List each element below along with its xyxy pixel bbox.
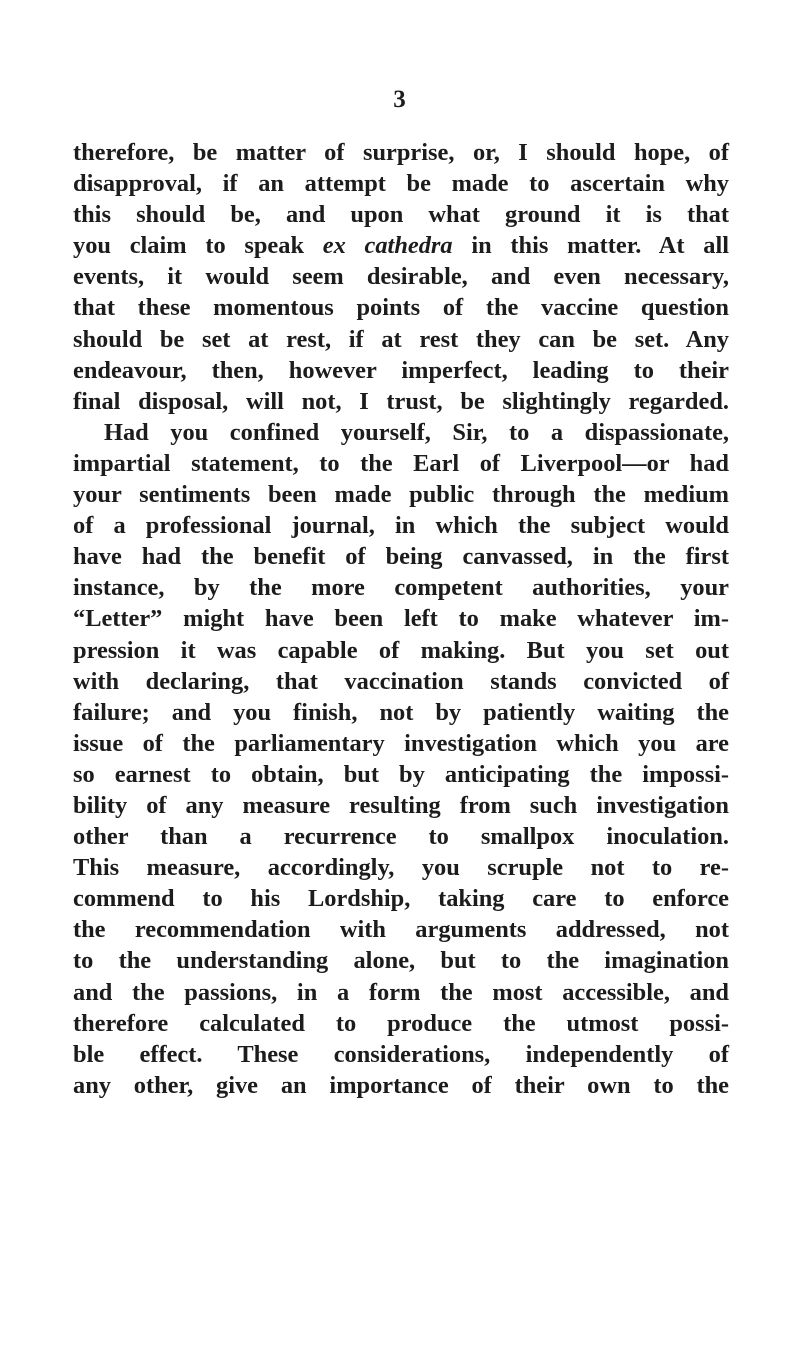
- text-line: of a professional journal, in which the subject would: [73, 512, 729, 540]
- text-segment: in this matter. At all: [452, 232, 729, 260]
- text-line: This measure, accordingly, you scruple not to re-: [73, 854, 729, 882]
- text-line: this should be, and upon what ground it is that: [73, 201, 729, 229]
- text-line: Had you confined yourself, Sir, to a dispassionate,: [104, 418, 729, 446]
- text-line: issue of the parliamentary investigation which you are: [73, 729, 729, 757]
- text-line: any other, give an importance of their own to the: [73, 1071, 729, 1099]
- text-line: final disposal, will not, I trust, be slightingly regarded.: [73, 387, 729, 415]
- text-line: therefore calculated to produce the utmost possi-: [73, 1009, 729, 1037]
- text-line: the recommendation with arguments addressed, not: [73, 916, 729, 944]
- text-line: impartial statement, to the Earl of Liverpool—or had: [73, 449, 729, 477]
- text-line: so earnest to obtain, but by anticipating the impossi-: [73, 760, 729, 788]
- italic-phrase: ex cathedra: [322, 232, 453, 260]
- text-line: should be set at rest, if at rest they can be set. Any: [73, 325, 729, 353]
- text-line: bility of any measure resulting from such investigation: [73, 791, 729, 819]
- text-line: instance, by the more competent authorities, your: [73, 574, 729, 602]
- text-line: [73, 230, 729, 261]
- text-segment: you claim to speak: [73, 232, 323, 260]
- text-line: and the passions, in a form the most accessible, and: [73, 978, 729, 1006]
- text-line: failure; and you finish, not by patiently waiting the: [73, 698, 729, 726]
- text-line: have had the benefit of being canvassed, in the first: [73, 543, 729, 571]
- text-line: therefore, be matter of surprise, or, I should hope, of: [73, 139, 729, 166]
- text-line: other than a recurrence to smallpox inoculation.: [73, 823, 729, 851]
- text-line: that these momentous points of the vaccine question: [73, 294, 729, 322]
- page-number: 3: [393, 86, 407, 113]
- body-text: [73, 137, 729, 1101]
- text-line: ble effect. These considerations, independently of: [73, 1040, 729, 1068]
- text-line: “Letter” might have been left to make whatever im-: [73, 605, 729, 633]
- text-line: to the understanding alone, but to the imagination: [73, 947, 729, 975]
- text-line: events, it would seem desirable, and even necessary,: [73, 263, 729, 291]
- text-line: pression it was capable of making. But you set out: [73, 636, 729, 664]
- text-line: with declaring, that vaccination stands convicted of: [73, 667, 729, 695]
- text-line: commend to his Lordship, taking care to enforce: [73, 885, 729, 913]
- text-line: endeavour, then, however imperfect, leading to their: [73, 356, 729, 384]
- text-line: your sentiments been made public through the medium: [73, 481, 729, 509]
- text-line: disapproval, if an attempt be made to ascertain why: [73, 170, 729, 198]
